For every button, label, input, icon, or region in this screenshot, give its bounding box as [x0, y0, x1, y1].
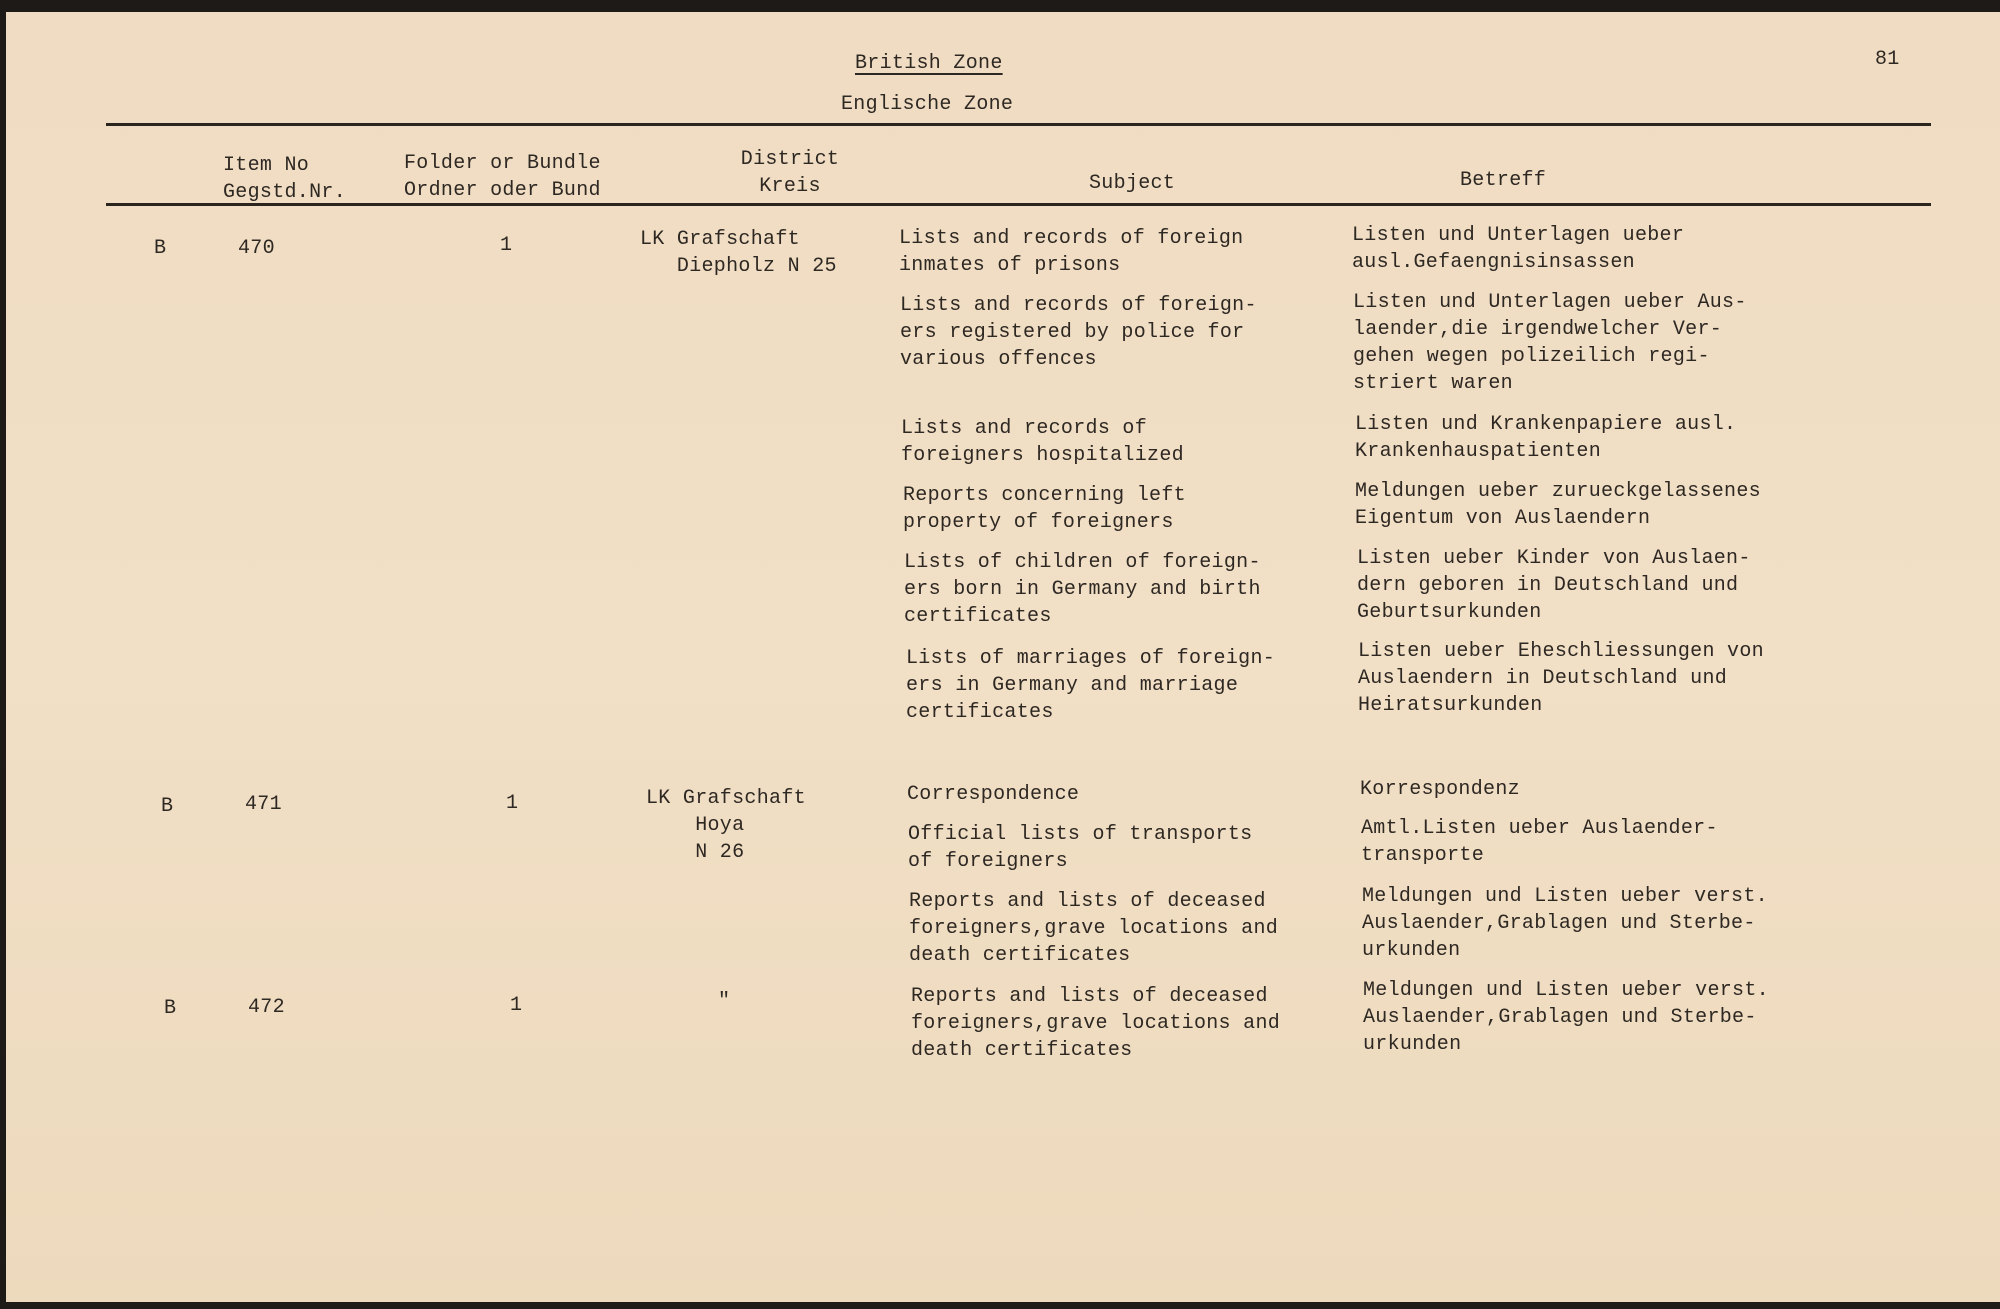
row-district: " [718, 990, 731, 1013]
entry-subject: Official lists of transports of foreigners [908, 823, 1253, 873]
row-prefix: B [164, 997, 177, 1020]
row-prefix: B [154, 237, 167, 260]
entry-subject: Lists of children of foreign- ers born in Germany and birth certificates [904, 551, 1261, 628]
row-prefix: B [161, 795, 174, 818]
entry-subject: Correspondence [907, 783, 1080, 806]
row-folder: 1 [510, 994, 523, 1017]
row-folder: 1 [500, 234, 513, 257]
entry-betreff: Listen ueber Eheschliessungen von Auslaendern in Deutschland und Heiratsurkunden [1358, 640, 1764, 717]
entry-subject: Lists and records of foreigners hospitalized [901, 417, 1184, 467]
entry-subject: Lists and records of foreign inmates of prisons [899, 227, 1244, 277]
entry-subject: Lists of marriages of foreign- ers in Germany and marriage certificates [906, 647, 1276, 724]
entry-betreff: Meldungen und Listen ueber verst. Auslaender,Grablagen und Sterbe- urkunden [1363, 979, 1769, 1056]
row-folder: 1 [506, 792, 519, 815]
header-subject: Subject [1089, 172, 1176, 195]
entry-betreff: Meldungen und Listen ueber verst. Auslaender,Grablagen und Sterbe- urkunden [1362, 885, 1768, 962]
header-bottom-rule [106, 203, 1931, 206]
header-district: District Kreis [740, 148, 840, 198]
header-item: Item No Gegstd.Nr. [223, 154, 347, 204]
row-item-number: 471 [245, 793, 282, 816]
entry-subject: Lists and records of foreign- ers registered by police for various offences [900, 294, 1257, 371]
row-district: LK Grafschaft Hoya N 26 [646, 787, 806, 864]
header-betreff: Betreff [1460, 169, 1547, 192]
entry-subject: Reports and lists of deceased foreigners,grave locations and death certificates [909, 890, 1279, 967]
entry-subject: Reports and lists of deceased foreigners,grave locations and death certificates [911, 985, 1281, 1062]
page-subtitle: Englische Zone [841, 93, 1014, 116]
entry-betreff: Korrespondenz [1360, 778, 1520, 801]
entry-subject: Reports concerning left property of foreigners [903, 484, 1186, 534]
entry-betreff: Listen ueber Kinder von Auslaen- dern geboren in Deutschland und Geburtsurkunden [1357, 547, 1751, 624]
row-district: LK Grafschaft Diepholz N 25 [640, 228, 837, 278]
header-top-rule [106, 123, 1931, 126]
row-item-number: 472 [248, 996, 285, 1019]
entry-betreff: Listen und Unterlagen ueber ausl.Gefaengnisinsassen [1352, 224, 1685, 274]
entry-betreff: Listen und Unterlagen ueber Aus- laender,die irgendwelcher Ver- gehen wegen polizeilich regi- striert waren [1353, 291, 1747, 395]
page-title: British Zone [855, 52, 1003, 75]
header-folder: Folder or Bundle Ordner oder Bund [404, 152, 601, 202]
page-number: 81 [1875, 48, 1900, 71]
entry-betreff: Listen und Krankenpapiere ausl. Krankenhauspatienten [1355, 413, 1737, 463]
entry-betreff: Meldungen ueber zurueckgelassenes Eigentum von Auslaendern [1355, 480, 1761, 530]
entry-betreff: Amtl.Listen ueber Auslaender- transporte [1361, 817, 1718, 867]
row-item-number: 470 [238, 237, 275, 260]
